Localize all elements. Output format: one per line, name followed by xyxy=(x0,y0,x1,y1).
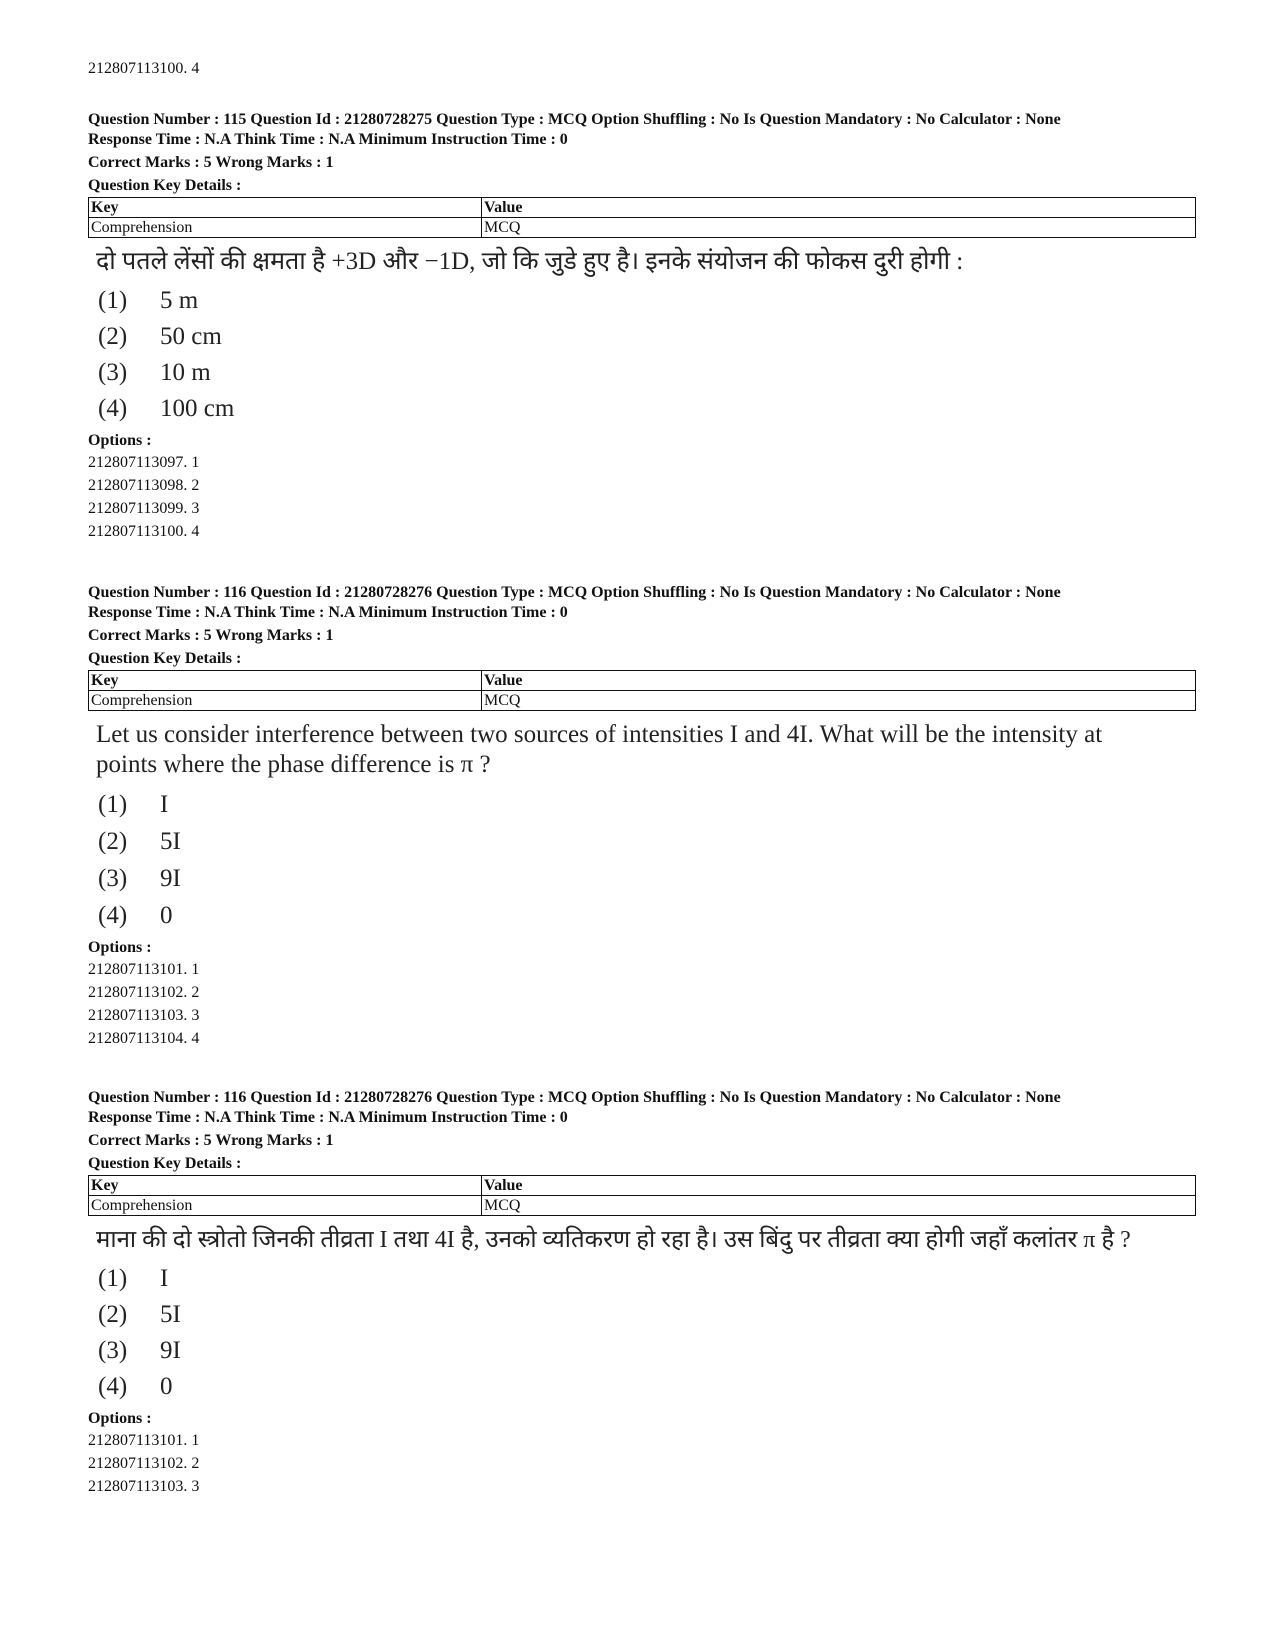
option-text: I xyxy=(160,1265,169,1292)
option-number: (4) xyxy=(98,1373,128,1400)
answer-option-list xyxy=(98,283,1198,427)
option-text: 9I xyxy=(160,865,181,892)
option-text: 9I xyxy=(160,1337,181,1364)
option-text: 5I xyxy=(160,1301,181,1328)
question-meta xyxy=(88,1088,1198,1128)
key-header-cell: Key xyxy=(89,198,482,218)
answer-option xyxy=(98,1261,1198,1297)
option-id: 212807113097. 1 xyxy=(88,454,200,471)
options-label: Options : xyxy=(88,432,152,449)
table-row xyxy=(89,198,1196,218)
option-text: I xyxy=(160,791,169,818)
question-meta-line2: Response Time : N.A Think Time : N.A Minimum Instruction Time : 0 xyxy=(88,604,568,621)
question-meta-line2: Response Time : N.A Think Time : N.A Minimum Instruction Time : 0 xyxy=(88,131,568,148)
key-details-table xyxy=(88,197,1196,238)
option-id: 212807113102. 2 xyxy=(88,1455,200,1472)
table-row xyxy=(89,1196,1196,1216)
value-cell: MCQ xyxy=(482,691,1196,711)
question-text: माना की दो स्त्रोतो जिनकी तीव्रता I तथा 4I है, उनको व्यतिकरण हो रहा है। उस बिंदु पर तीव्रता क्या होगी जहाँ कलांतर π है ? xyxy=(96,1227,1131,1253)
key-header-cell: Key xyxy=(89,671,482,691)
answer-option xyxy=(98,897,1198,934)
option-number: (2) xyxy=(98,828,128,855)
option-number: (1) xyxy=(98,791,128,818)
value-header-cell: Value xyxy=(482,1176,1196,1196)
option-id: 212807113101. 1 xyxy=(88,961,200,978)
option-text: 0 xyxy=(160,902,173,929)
question-meta xyxy=(88,110,1198,150)
option-text: 0 xyxy=(160,1373,173,1400)
option-id: 212807113099. 3 xyxy=(88,500,200,517)
answer-option xyxy=(98,1369,1198,1405)
option-number: (4) xyxy=(98,395,128,422)
answer-option xyxy=(98,860,1198,897)
option-id: 212807113098. 2 xyxy=(88,477,200,494)
table-row xyxy=(89,218,1196,238)
question-block-116 xyxy=(88,583,1198,1050)
table-row xyxy=(89,671,1196,691)
question-block-116-hindi xyxy=(88,1088,1198,1498)
question-text: दो पतले लेंसों की क्षमता है +3D और −1D, जो कि जुडे हुए है। इनके संयोजन की फोकस दुरी होगी : xyxy=(96,248,964,275)
question-meta xyxy=(88,583,1198,623)
question-meta-line1: Question Number : 115 Question Id : 21280728275 Question Type : MCQ Option Shuffling : No Is Question Mandatory : No Calculator : None xyxy=(88,111,1061,128)
option-number: (1) xyxy=(98,287,128,314)
key-details-table xyxy=(88,670,1196,711)
option-text: 5I xyxy=(160,828,181,855)
marks-line: Correct Marks : 5 Wrong Marks : 1 xyxy=(88,627,334,644)
option-id: 212807113102. 2 xyxy=(88,984,200,1001)
marks-line: Correct Marks : 5 Wrong Marks : 1 xyxy=(88,154,334,171)
question-meta-line1: Question Number : 116 Question Id : 21280728276 Question Type : MCQ Option Shuffling : No Is Question Mandatory : No Calculator : None xyxy=(88,1089,1061,1106)
options-label: Options : xyxy=(88,1410,152,1427)
option-id: 212807113100. 4 xyxy=(88,523,200,540)
key-details-table xyxy=(88,1175,1196,1216)
option-number: (3) xyxy=(98,359,128,386)
key-cell: Comprehension xyxy=(89,691,482,711)
value-header-cell: Value xyxy=(482,671,1196,691)
option-number: (3) xyxy=(98,865,128,892)
option-text: 10 m xyxy=(160,359,211,386)
answer-option xyxy=(98,1333,1198,1369)
key-details-label: Question Key Details : xyxy=(88,650,242,667)
option-id: 212807113103. 3 xyxy=(88,1478,200,1495)
marks-line: Correct Marks : 5 Wrong Marks : 1 xyxy=(88,1132,334,1149)
option-number: (2) xyxy=(98,1301,128,1328)
key-cell: Comprehension xyxy=(89,1196,482,1216)
value-header-cell: Value xyxy=(482,198,1196,218)
value-cell: MCQ xyxy=(482,218,1196,238)
answer-option-list xyxy=(98,1261,1198,1405)
options-label: Options : xyxy=(88,939,152,956)
question-meta-line2: Response Time : N.A Think Time : N.A Minimum Instruction Time : 0 xyxy=(88,1109,568,1126)
option-number: (3) xyxy=(98,1337,128,1364)
answer-option xyxy=(98,283,1198,319)
answer-option-list xyxy=(98,786,1198,934)
answer-option xyxy=(98,355,1198,391)
value-cell: MCQ xyxy=(482,1196,1196,1216)
key-cell: Comprehension xyxy=(89,218,482,238)
answer-option xyxy=(98,391,1198,427)
option-text: 50 cm xyxy=(160,323,222,350)
option-number: (1) xyxy=(98,1265,128,1292)
question-block-115 xyxy=(88,110,1198,543)
option-text: 100 cm xyxy=(160,395,235,422)
key-details-label: Question Key Details : xyxy=(88,1155,242,1172)
key-details-label: Question Key Details : xyxy=(88,177,242,194)
option-id: 212807113103. 3 xyxy=(88,1007,200,1024)
option-id: 212807113101. 1 xyxy=(88,1432,200,1449)
answer-option xyxy=(98,823,1198,860)
question-text: Let us consider interference between two sources of intensities I and 4I. What will be the intensity at points where the phase difference is π ? xyxy=(96,721,1103,778)
answer-option xyxy=(98,319,1198,355)
option-number: (4) xyxy=(98,902,128,929)
answer-option xyxy=(98,786,1198,823)
answer-option xyxy=(98,1297,1198,1333)
option-id: 212807113104. 4 xyxy=(88,1030,200,1047)
table-row xyxy=(89,691,1196,711)
question-meta-line1: Question Number : 116 Question Id : 21280728276 Question Type : MCQ Option Shuffling : No Is Question Mandatory : No Calculator : None xyxy=(88,584,1061,601)
key-header-cell: Key xyxy=(89,1176,482,1196)
option-number: (2) xyxy=(98,323,128,350)
option-text: 5 m xyxy=(160,287,199,314)
table-row xyxy=(89,1176,1196,1196)
previous-option-id: 212807113100. 4 xyxy=(88,60,200,77)
